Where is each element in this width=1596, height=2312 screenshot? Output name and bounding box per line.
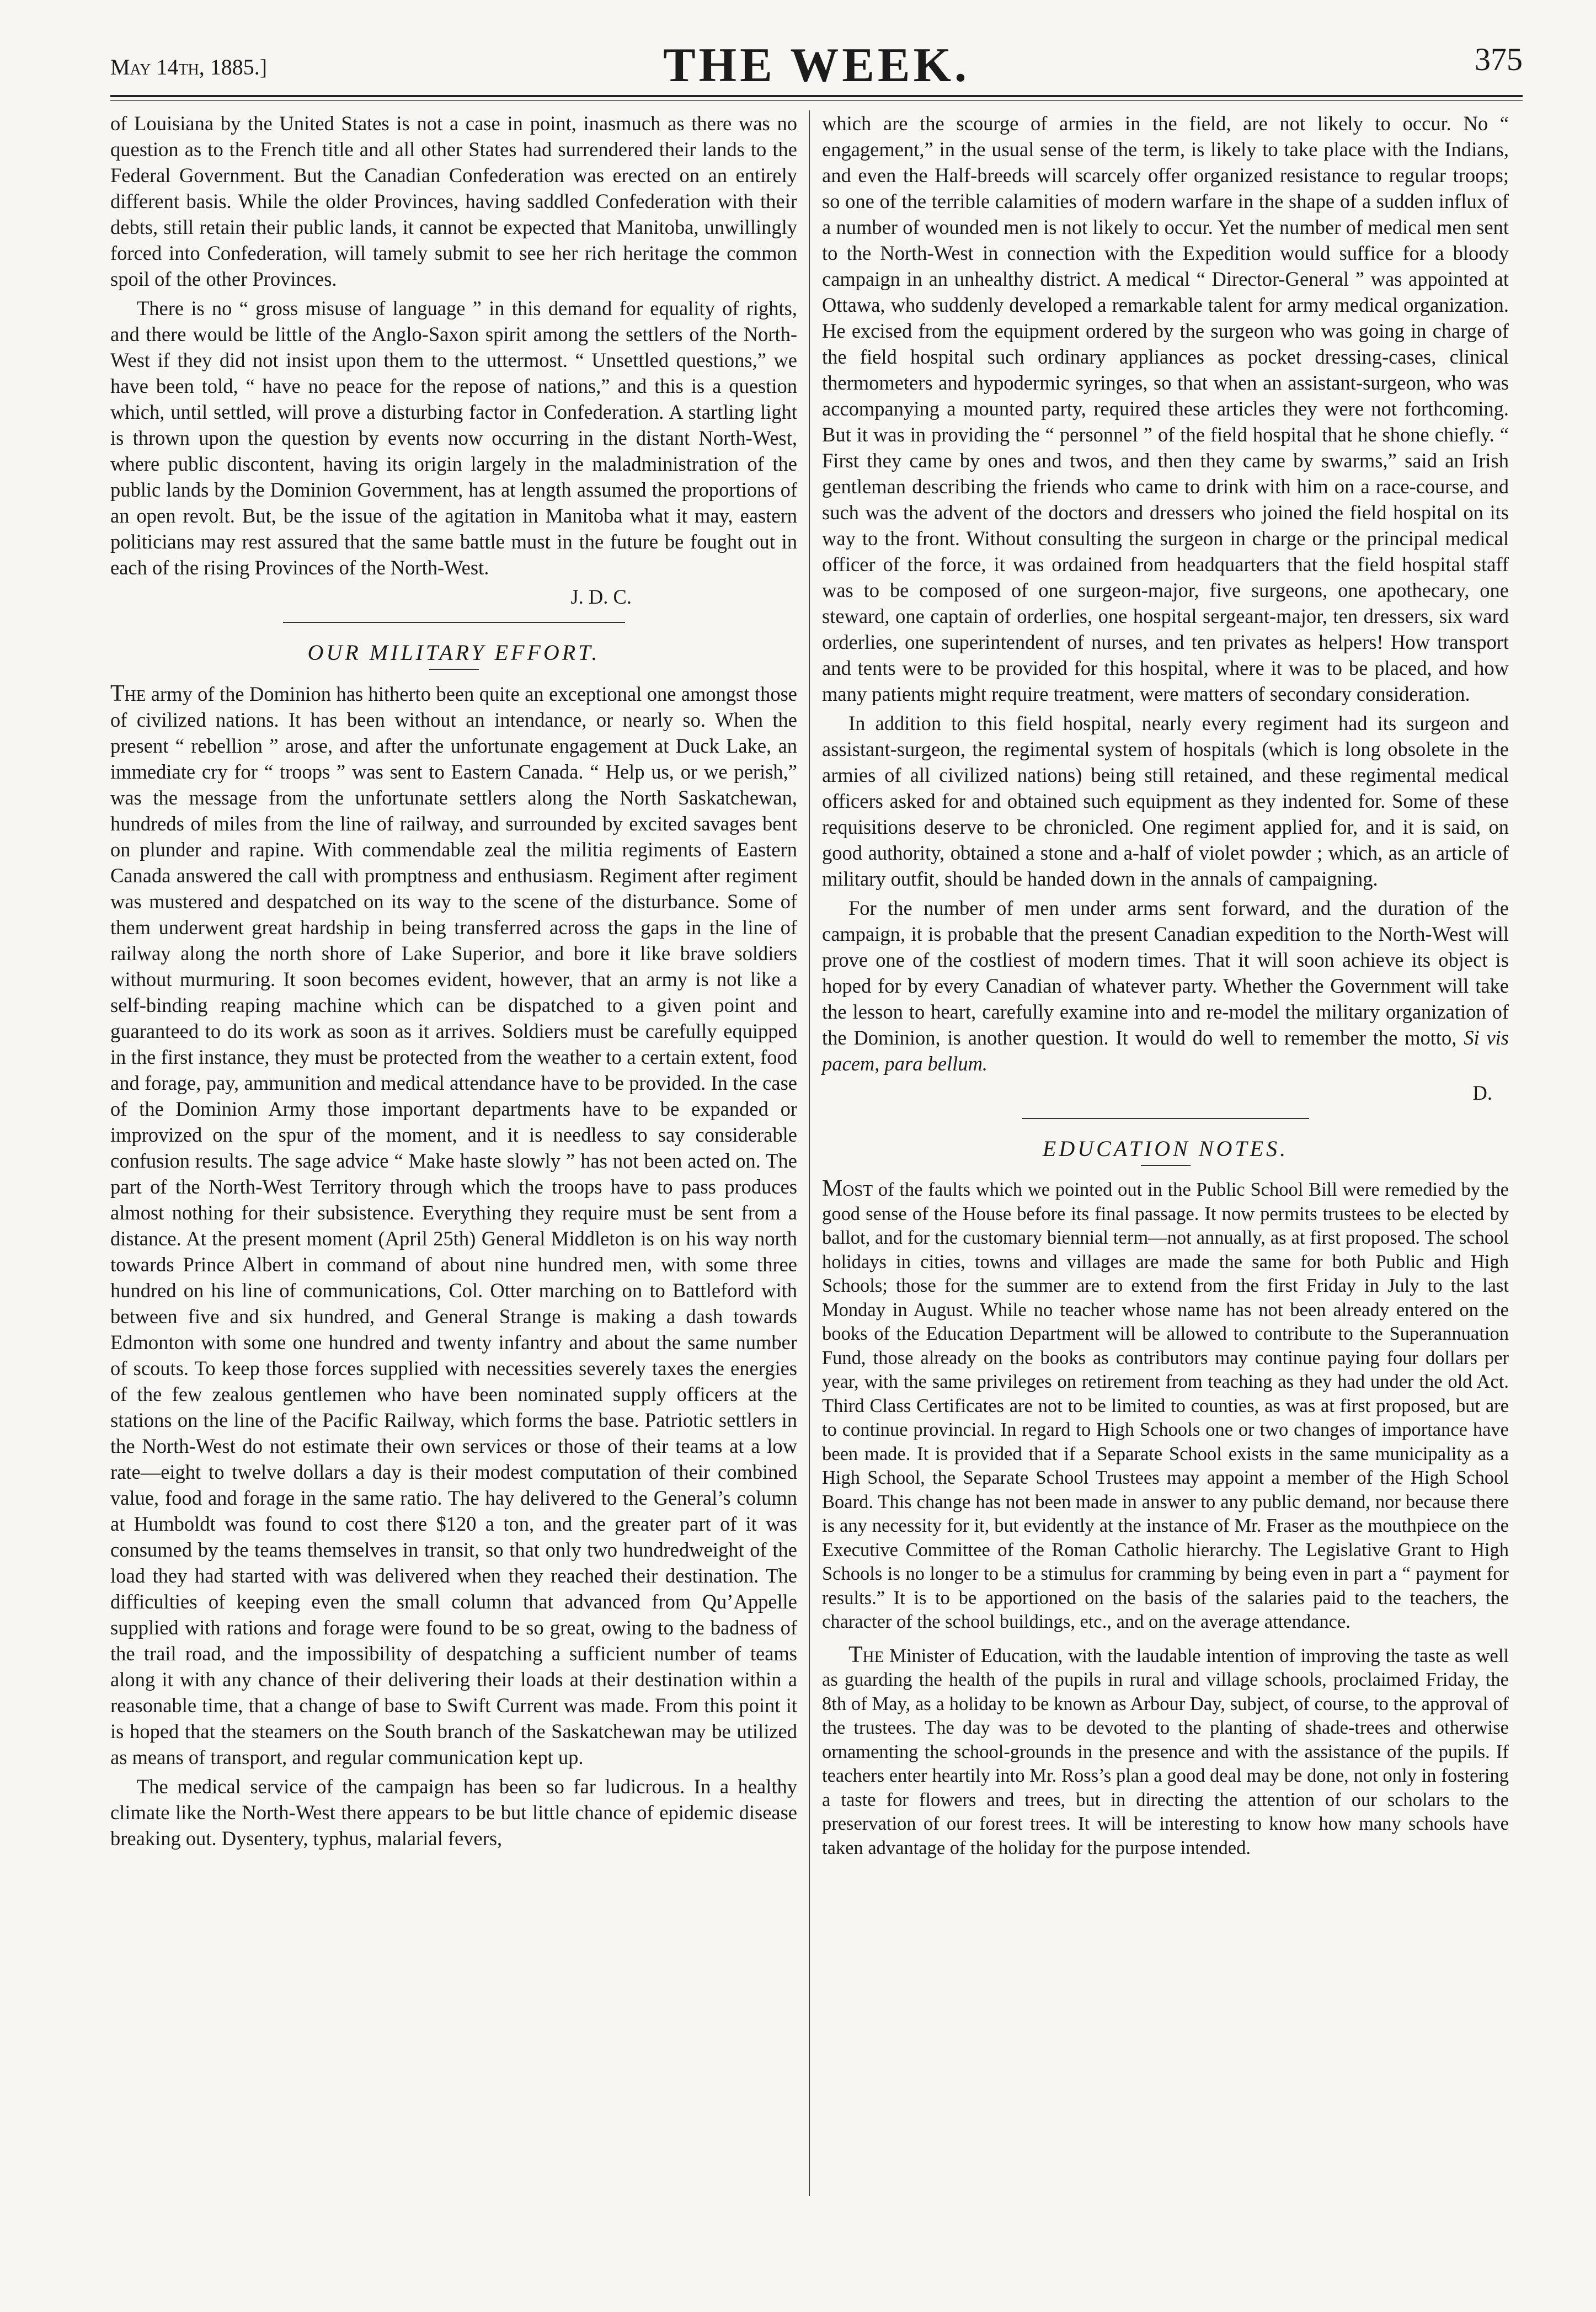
masthead-rule (110, 95, 1523, 97)
paragraph (822, 1177, 1509, 1634)
lead-word: Most (822, 1176, 873, 1201)
motto: Si vis pacem, para bellum. (822, 1026, 1509, 1075)
paragraph: The medical service of the campaign has been so far ludicrous. In a healthy climate like the North-West there appears to be but little chance of epidemic disease breaking out. Dysentery, typhus, malarial fevers, (110, 1775, 797, 1850)
paragraph: of Louisiana by the United States is not a case in point, inasmuch as there was no question as to the French title and all other States had surrendered their lands to the Federal Government. But the Canadian Confederation was erected on an entirely different basis. While the older Provinces, having saddled Confederation with their debts, still retain their public lands, it cannot be expected that Manitoba, unwillingly forced into Confederation, will tamely submit to see her rich heritage the common spoil of the other Provinces. (110, 112, 797, 290)
masthead (110, 33, 1523, 94)
paragraph (822, 895, 1509, 1077)
paragraph-text: army of the Dominion has hitherto been quite an exceptional one amongst those of civilized nations. It has been without an intendance, or nearly so. When the present “ rebellion ” arose, and after the unfortunate engagement at Duck Lake, an immediate cry for “ troops ” was sent to Eastern Canada. “ Help us, or we perish,” was the message from the unfortunate settlers along the North Saskatchewan, hundreds of miles from the line of railway, and surrounded by excited savages bent on plunder and rapine. With commendable zeal the militia regiments of Eastern Canada answered the call with promptness and enthusiasm. Regiment after regiment was mustered and despatched on its way to the scene of the disturbance. Some of them underwent great hardship in being transferred across the gaps in the line of railway along the north shore of Lake Superior, and bore it like brave soldiers without murmuring. It soon becomes evident, however, that an army is not like a self-binding reaping machine which can be dispatched to a given point and guaranteed to do its work as soon as it arrives. Soldiers must be carefully equipped in the first instance, they must be protected from the weather to a certain extent, food and forage, pay, ammunition and medical attendance have to be provided. In the case of the Dominion Army those important departments have to be expanded or improvized on the spur of the moment, and it is needless to say considerable confusion results. The sage advice “ Make haste slowly ” has not been acted on. The part of the North-West Territory through which the troops have to pass produces almost nothing for their subsistence. Everything they require must be sent from a distance. At the present moment (April 25th) General Middleton is on his way north towards Prince Albert in command of about nine hundred men, with some three hundred on his line of communications, Col. Otter marching on to Battleford with between five and six hundred, and General Strange is making a dash towards Edmonton with some one hundred and twenty infantry and about the same number of scouts. To keep those forces supplied with necessities severely taxes the energies of the few zealous gentlemen who have been nominated supply officers at the stations on the line of the Pacific Railway, which forms the base. Patriotic settlers in the North-West do not estimate their own services or those of their teams at a low rate—eight to twelve dollars a day is their modest computation of their combined value, food and forage in the same ratio. The hay delivered to the General’s column at Humboldt was found to cost there $120 a ton, and the greater part of it was consumed by the teams themselves in transit, so that only two hundredweight of the load they had started with was delivered when they reached their destination. The difficulties of keeping even the small column that advanced from Qu’Appelle supplied with rations and forage were found to be so great, owing to the badness of the trail road, and the impossibility of despatching a sufficient number of teams along it with any chance of their delivering their loads at their destination within a reasonable time, that a change of base to Swift Current was made. From this point it is hoped that the steamers on the South branch of the Saskatchewan may be utilized as means of transport, and regular communication kept up. (110, 683, 797, 1768)
paragraph-text: For the number of men under arms sent forward, and the duration of the campaign, it is probable that the present Canadian expedition to the North-West will prove one of the costliest of modern times. That it will soon achieve its object is hoped for by every Canadian of whatever party. Whether the Government will take the lesson to heart, carefully examine into and re-model the military organization of the Dominion, is another question. It would do well to remember the motto, (822, 897, 1509, 1049)
heading-rule (1141, 1165, 1191, 1166)
heading-rule (429, 669, 479, 670)
left-column (110, 110, 797, 1855)
issue-date: May 14th, 1885.] (110, 55, 268, 79)
paragraph: There is no “ gross misuse of language ” in this demand for equality of rights, and there would be little of the Anglo-Saxon spirit among the settlers of the North-West if they did not insist upon them to the uttermost. “ Unsettled questions,” we have been told, “ have no peace for the repose of nations,” and this is a question which, until settled, will prove a disturbing factor in Confederation. A startling light is thrown upon the question by events now occurring in the distant North-West, where public discontent, having its origin largely in the maladministration of the public lands by the Dominion Government, has at length assumed the proportions of an open revolt. But, be the issue of the agitation in Manitoba what it may, eastern politicians may rest assured that the same battle must in the future be fought out in each of the rising Provinces of the North-West. (110, 297, 797, 579)
paragraph-text: Minister of Education, with the laudable intention of improving the taste as well as guarding the health of the pupils in rural and village schools, proclaimed Friday, the 8th of May, as a holiday to be known as Arbour Day, subject, of course, to the approval of the trustees. The day was to be devoted to the planting of shade-trees and otherwise ornamenting the school-grounds in the presence and with the assistance of the pupils. If teachers enter heartily into Mr. Ross’s plan a good deal may be done, not only in fostering a taste for flowers and trees, but in directing the attention of our scholars to the preservation of our forest trees. It will be interesting to know how many schools have taken advantage of the holiday for the purpose intended. (822, 1645, 1509, 1858)
lead-word: The (110, 681, 146, 706)
masthead-rule-thin (110, 100, 1523, 101)
paragraph (110, 681, 797, 1770)
publication-title: THE WEEK. (663, 39, 970, 92)
page-number: 375 (1475, 41, 1523, 77)
right-column (822, 110, 1509, 1863)
paragraph-text: of the faults which we pointed out in the Public School Bill were remedied by the good sense of the House before its final passage. It now permits trustees to be elected by ballot, and for the customary biennial term—not annually, as at first proposed. The school holidays in cities, towns and villages are made the same for both Public and High Schools; those for the summer are to extend from the first Friday in July to the last Monday in August. While no teacher whose name has not been already entered on the books of the Education Department will be allowed to contribute to the Superannuation Fund, those already on the books as contributors may continue paying four dollars per year, with the same privileges on retirement from teaching as they had under the old Act. Third Class Certificates are not to be limited to counties, as was at first proposed, but are to continue provincial. In regard to High Schools one or two changes of importance have been made. It is provided that if a Separate School exists in the same municipality as a High School, the Separate School Trustees may appoint a member of the High School Board. This change has not been made in answer to any public demand, nor because there is any necessity for it, but evidently at the instance of Mr. Fraser as the mouthpiece on the Executive Committee of the Roman Catholic hierarchy. The Legislative Grant to High Schools is no longer to be a stimulus for cramming by being even in part a “ payment for results.” It is to be apportioned on the basis of the salaries paid to the teachers, the character of the school buildings, etc., and on the average attendance. (822, 1179, 1509, 1632)
column-divider (809, 110, 810, 2196)
article-heading: OUR MILITARY EFFORT. (307, 640, 600, 665)
section-rule (283, 622, 625, 623)
paragraph (822, 1643, 1509, 1861)
signature: J. D. C. (570, 585, 632, 608)
lead-word: The (848, 1642, 884, 1668)
signature: D. (1472, 1082, 1492, 1104)
paragraph: In addition to this field hospital, nearly every regiment had its surgeon and assistant-surgeon, the regimental system of hospitals (which is long obsolete in the armies of all civilized nations) being still retained, and these regimental medical officers asked for and obtained such equipment as they indented for. Some of these requisitions deserve to be chronicled. One regiment applied for, and it is said, on good authority, obtained a stone and a-half of violet powder ; which, as an article of military outfit, should be handed down in the annals of campaigning. (822, 712, 1509, 890)
article-heading: EDUCATION NOTES. (1042, 1136, 1289, 1161)
paragraph: which are the scourge of armies in the field, are not likely to occur. No “ engagement,” in the usual sense of the term, is likely to take place with the Indians, and even the Half-breeds will scarcely offer organized resistance to regular troops; so one of the terrible calamities of modern warfare in the shape of a sudden influx of a number of wounded men is not likely to occur. Yet the number of medical men sent to the North-West in connection with the Expedition would suffice for a bloody campaign in an unhealthy district. A medical “ Director-General ” was appointed at Ottawa, who suddenly developed a remarkable talent for army medical organization. He excised from the equipment ordered by the surgeon who was going in charge of the field hospital such ordinary appliances as pocket dressing-cases, clinical thermometers and hypodermic syringes, so that when an assistant-surgeon, who was accompanying a mounted party, required these articles they were not forthcoming. But it was in providing the “ personnel ” of the field hospital that he shone chiefly. “ First they came by ones and twos, and then they came by swarms,” said an Irish gentleman describing the friends who came to drink with him on a race-course, and such was the advent of the doctors and dressers who joined the field hospital on its way to the front. Without consulting the surgeon in charge or the principal medical officer of the force, it was ordained from headquarters that the field hospital staff was to be composed of one surgeon-major, five surgeons, one apothecary, one steward, one captain of orderlies, one hospital sergeant-major, ten dressers, six ward orderlies, one superintendent of nurses, and ten privates as helpers! How transport and tents were to be provided for this hospital, where it was to be placed, and how many patients might require treatment, were matters of secondary consideration. (822, 112, 1509, 705)
section-rule (1022, 1118, 1309, 1119)
